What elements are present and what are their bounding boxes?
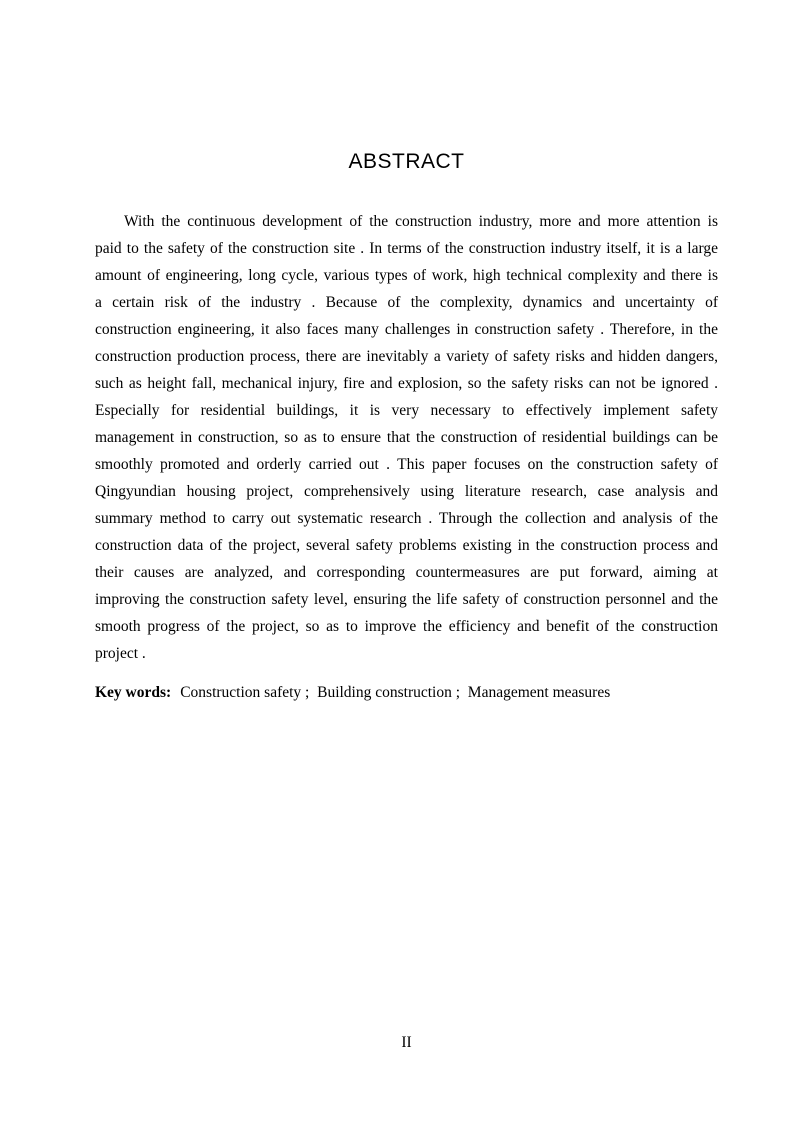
abstract-line: their causes are analyzed, and corresponding countermeasures are put forward, aiming at xyxy=(95,564,718,581)
abstract-line: such as height fall, mechanical injury, fire and explosion, so the safety risks can not be ignored . xyxy=(95,375,718,392)
abstract-line: Especially for residential buildings, it is very necessary to effectively implement safety xyxy=(95,402,718,419)
keywords-label: Key words: xyxy=(95,684,172,701)
abstract-line: amount of engineering, long cycle, various types of work, high technical complexity and there is xyxy=(95,267,718,284)
page-number: II xyxy=(401,1034,412,1051)
abstract-line: paid to the safety of the construction site . In terms of the construction industry itself, it is a large xyxy=(95,240,718,257)
abstract-line: improving the construction safety level, ensuring the life safety of construction personnel and the xyxy=(95,591,718,608)
page-title: ABSTRACT xyxy=(348,150,465,173)
abstract-line: construction engineering, it also faces many challenges in construction safety . Therefore, in the xyxy=(95,321,718,338)
abstract-line: a certain risk of the industry . Because of the complexity, dynamics and uncertainty of xyxy=(95,294,718,311)
abstract-line: management in construction, so as to ensure that the construction of residential buildings can be xyxy=(95,429,718,446)
abstract-line: With the continuous development of the construction industry, more and more attention is xyxy=(124,213,718,230)
abstract-line: smoothly promoted and orderly carried out . This paper focuses on the construction safety of xyxy=(95,456,718,473)
keywords-text: Construction safety ; Building construction ; Management measures xyxy=(180,684,611,701)
abstract-line: construction data of the project, several safety problems existing in the construction process and xyxy=(95,537,718,554)
abstract-line: Qingyundian housing project, comprehensively using literature research, case analysis and xyxy=(95,483,718,500)
abstract-paragraph xyxy=(95,208,718,667)
abstract-line: project . xyxy=(95,645,146,662)
abstract-line: smooth progress of the project, so as to improve the efficiency and benefit of the construction xyxy=(95,618,718,635)
keywords-line xyxy=(95,679,718,706)
abstract-line: summary method to carry out systematic research . Through the collection and analysis of the xyxy=(95,510,718,527)
abstract-line: construction production process, there are inevitably a variety of safety risks and hidden dangers, xyxy=(95,348,718,365)
